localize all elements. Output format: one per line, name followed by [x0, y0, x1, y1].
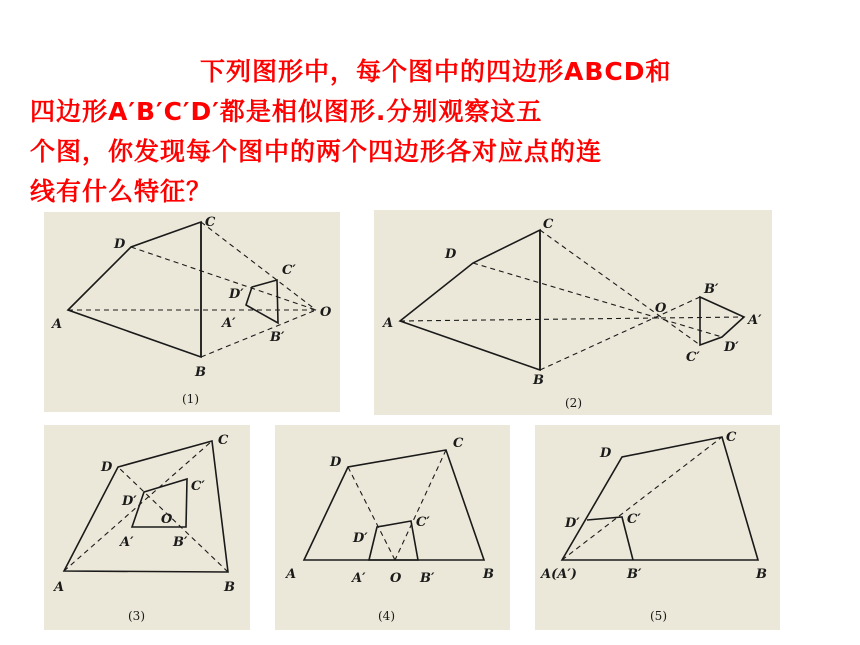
fig2-ray-a [400, 317, 744, 321]
fig3-label-c2: C′ [191, 479, 205, 494]
figure-5 [539, 430, 767, 623]
fig2-label-d: D [445, 247, 457, 262]
fig4-label-c2: C′ [416, 515, 430, 530]
fig3-quad-abcd [64, 441, 228, 572]
fig1-label-b2: B′ [270, 330, 285, 345]
fig3-label-a2: A′ [120, 535, 134, 550]
fig3-label-a: A [54, 580, 65, 595]
fig1-quad-small [246, 280, 278, 323]
fig4-label-b: B [483, 567, 494, 582]
fig5-label-b2: B′ [627, 567, 642, 582]
fig4-ray-d [348, 467, 395, 560]
fig4-ray-c [395, 450, 446, 560]
fig2-label-b2: B′ [704, 282, 719, 297]
fig5-label-d: D [600, 446, 612, 461]
fig1-label-b: B [195, 365, 206, 380]
fig1-quad-abcd [68, 222, 201, 357]
fig4-label-c: C [453, 436, 464, 451]
fig5-ray-c [562, 437, 722, 560]
fig2-label-a: A [383, 316, 394, 331]
fig2-ray-d [473, 263, 722, 337]
fig1-label-a2: A′ [222, 316, 236, 331]
fig4-caption: (4) [378, 609, 395, 623]
figure-1 [50, 215, 332, 406]
question-line-1: 下列图形中，每个图中的四边形ABCD和 [200, 57, 672, 86]
fig2-label-d2: D′ [724, 340, 739, 355]
fig2-quad-small [700, 297, 744, 345]
fig4-label-b2: B′ [420, 571, 435, 586]
fig1-label-d2: D′ [229, 287, 244, 302]
fig2-ray-c [540, 230, 700, 345]
fig1-ray-d [131, 247, 316, 310]
fig1-ray-b [201, 310, 316, 357]
fig1-label-c: C [205, 215, 216, 230]
fig1-label-d: D [114, 237, 126, 252]
fig3-label-d: D [101, 460, 113, 475]
fig2-label-a2: A′ [748, 313, 762, 328]
fig1-label-o: O [320, 305, 332, 320]
fig2-label-b: B [533, 373, 544, 388]
fig2-caption: (2) [565, 396, 582, 410]
fig4-label-a2: A′ [352, 571, 366, 586]
fig5-label-a: A(A′) [541, 567, 577, 582]
fig2-quad-abcd [400, 230, 540, 370]
fig5-label-c: C [726, 430, 737, 445]
fig3-quad-small [132, 479, 187, 527]
fig3-caption: (3) [128, 609, 145, 623]
figure-3 [52, 433, 235, 623]
fig2-label-c2: C′ [686, 350, 700, 365]
fig4-label-a: A [286, 567, 297, 582]
fig2-label-c: C [543, 217, 554, 232]
fig5-label-c2: C′ [627, 512, 641, 527]
fig2-ray-b [540, 297, 700, 370]
figure-4 [284, 436, 494, 623]
fig5-caption: (5) [650, 609, 667, 623]
fig4-label-d: D [330, 455, 342, 470]
fig5-label-d2: D′ [565, 516, 580, 531]
fig1-caption: (1) [182, 392, 199, 406]
fig3-label-o: O [161, 512, 173, 527]
fig3-label-c: C [218, 433, 229, 448]
fig1-label-a: A [52, 317, 63, 332]
fig5-quad-abcd [562, 437, 758, 560]
fig3-label-b2: B′ [173, 535, 188, 550]
fig4-label-d2: D′ [353, 531, 368, 546]
question-line-4: 线有什么特征？ [30, 177, 213, 206]
fig5-label-b: B [756, 567, 767, 582]
question-line-2: 四边形A′B′C′D′都是相似图形.分别观察这五 [30, 97, 543, 126]
fig1-ray-c [201, 222, 316, 310]
fig2-label-o: O [655, 301, 667, 316]
fig4-label-o: O [390, 571, 402, 586]
figure-2 [381, 217, 762, 410]
question-line-3: 个图，你发现每个图中的两个四边形各对应点的连 [30, 137, 603, 166]
fig1-label-c2: C′ [282, 263, 296, 278]
fig3-label-d2: D′ [122, 494, 137, 509]
fig3-label-b: B [224, 580, 235, 595]
fig3-ray-a [64, 441, 212, 571]
